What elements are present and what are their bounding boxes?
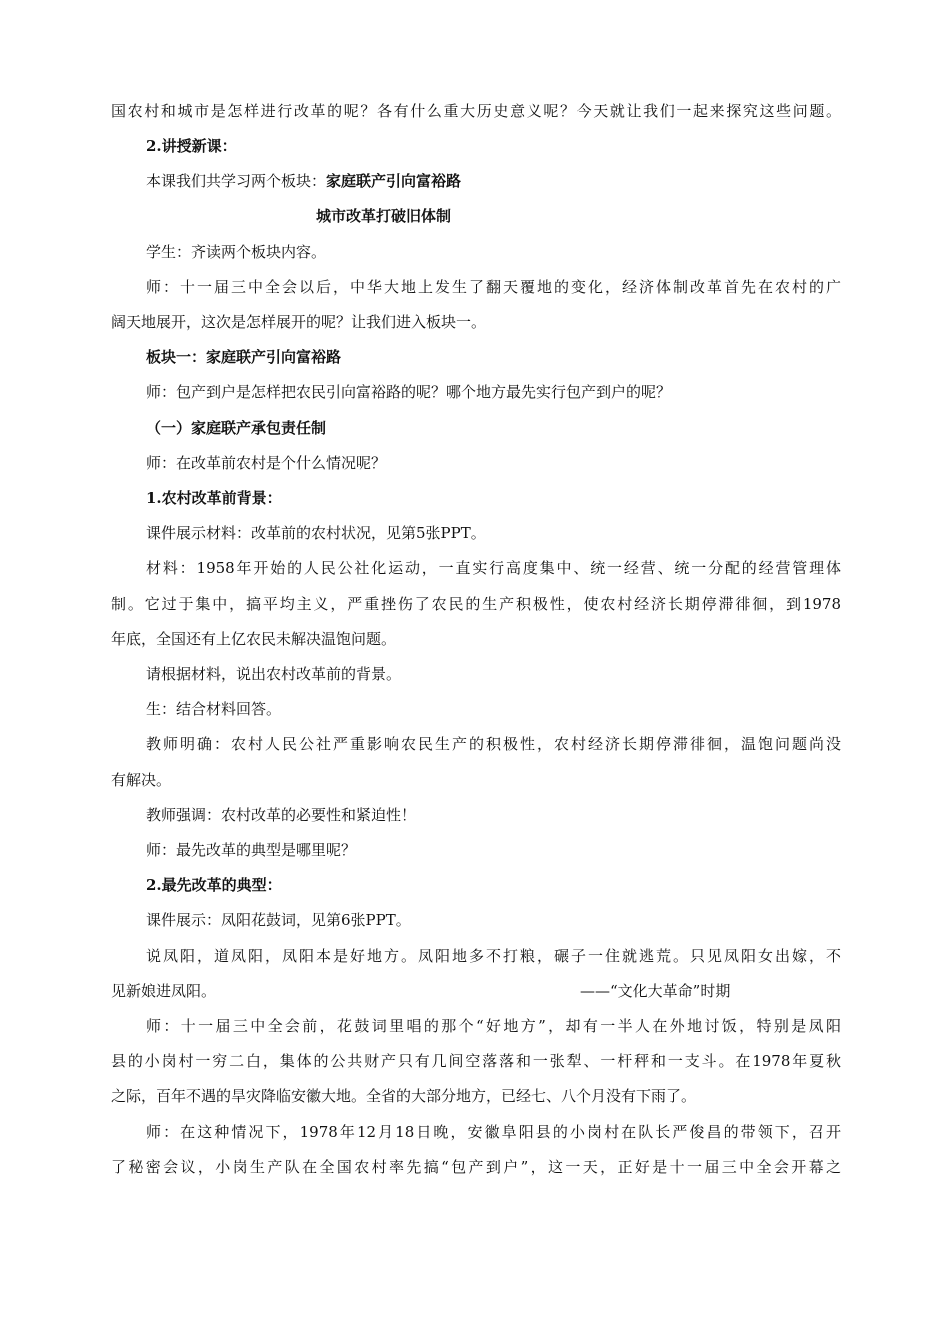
paragraph-line: 师：十一届三中全会前，花鼓词里唱的那个“好地方”，却有一半人在外地讨饭，特别是凤阳 [146,1017,841,1035]
paragraph-line: 师：在改革前农村是个什么情况呢？ [146,454,387,472]
paragraph-line: 生：结合材料回答。 [146,700,282,718]
paragraph-line: 师：在这种情况下，1978年12月18日晚，安徽阜阳县的小岗村在队长严俊昌的带领下，召开 [146,1123,841,1141]
paragraph-line: 见新娘进凤阳。 [111,982,217,1000]
paragraph-line: 教师强调：农村改革的必要性和紧迫性！ [146,806,417,824]
section-heading: （一）家庭联产承包责任制 [146,419,327,437]
paragraph-line: 之际，百年不遇的旱灾降临安徽大地。全省的大部分地方，已经七、八个月没有下雨了。 [111,1087,697,1105]
paragraph-line: 国农村和城市是怎样进行改革的呢？各有什么重大历史意义呢？今天就让我们一起来探究这些问题。 [111,102,841,120]
section-heading: 2.最先改革的典型： [146,876,282,894]
paragraph-line: 教师明确：农村人民公社严重影响农民生产的积极性，农村经济长期停滞徘徊，温饱问题尚没 [146,735,841,753]
paragraph-line: 请根据材料，说出农村改革前的背景。 [146,665,402,683]
text-run: 本课我们共学习两个板块： [146,172,327,190]
paragraph-line: 了秘密会议，小岗生产队在全国农村率先搞“包产到户”，这一天，正好是十一届三中全会开幕之 [111,1158,841,1176]
paragraph-line: 制。它过于集中，搞平均主义，严重挫伤了农民的生产积极性，使农村经济长期停滞徘徊，到1978 [111,595,841,613]
quote-attribution: ——“文化大革命”时期 [580,982,731,1000]
paragraph-line: 师：十一届三中全会以后，中华大地上发生了翻天覆地的变化，经济体制改革首先在农村的广 [146,278,841,296]
paragraph-line: 年底，全国还有上亿农民未解决温饱问题。 [111,630,397,648]
paragraph-line: 县的小岗村一穷二白，集体的公共财产只有几间空落落和一张犁、一杆秤和一支斗。在1978年夏秋 [111,1052,841,1070]
section-heading: 2.讲授新课： [146,137,237,155]
section-heading: 1.农村改革前背景： [146,489,282,507]
paragraph-line [146,171,841,191]
paragraph-line: 有解决。 [111,771,172,789]
paragraph-line: 课件展示：凤阳花鼓词，见第6张PPT。 [146,911,411,929]
paragraph-line: 学生：齐读两个板块内容。 [146,243,327,261]
module-title-2: 城市改革打破旧体制 [316,207,452,225]
section-heading: 板块一：家庭联产引向富裕路 [146,348,342,366]
module-title-1: 家庭联产引向富裕路 [326,172,462,190]
paragraph-line: 说凤阳，道凤阳，凤阳本是好地方。凤阳地多不打粮，碾子一住就逃荒。只见凤阳女出嫁，不 [146,947,841,965]
paragraph-line: 材料：1958年开始的人民公社化运动，一直实行高度集中、统一经营、统一分配的经营管理体 [146,559,841,577]
paragraph-line: 课件展示材料：改革前的农村状况，见第5张PPT。 [146,524,486,542]
paragraph-line: 师：包产到户是怎样把农民引向富裕路的呢？哪个地方最先实行包产到户的呢？ [146,383,672,401]
paragraph-line: 师：最先改革的典型是哪里呢？ [146,841,357,859]
paragraph-line: 阔天地展开，这次是怎样展开的呢？让我们进入板块一。 [111,313,487,331]
